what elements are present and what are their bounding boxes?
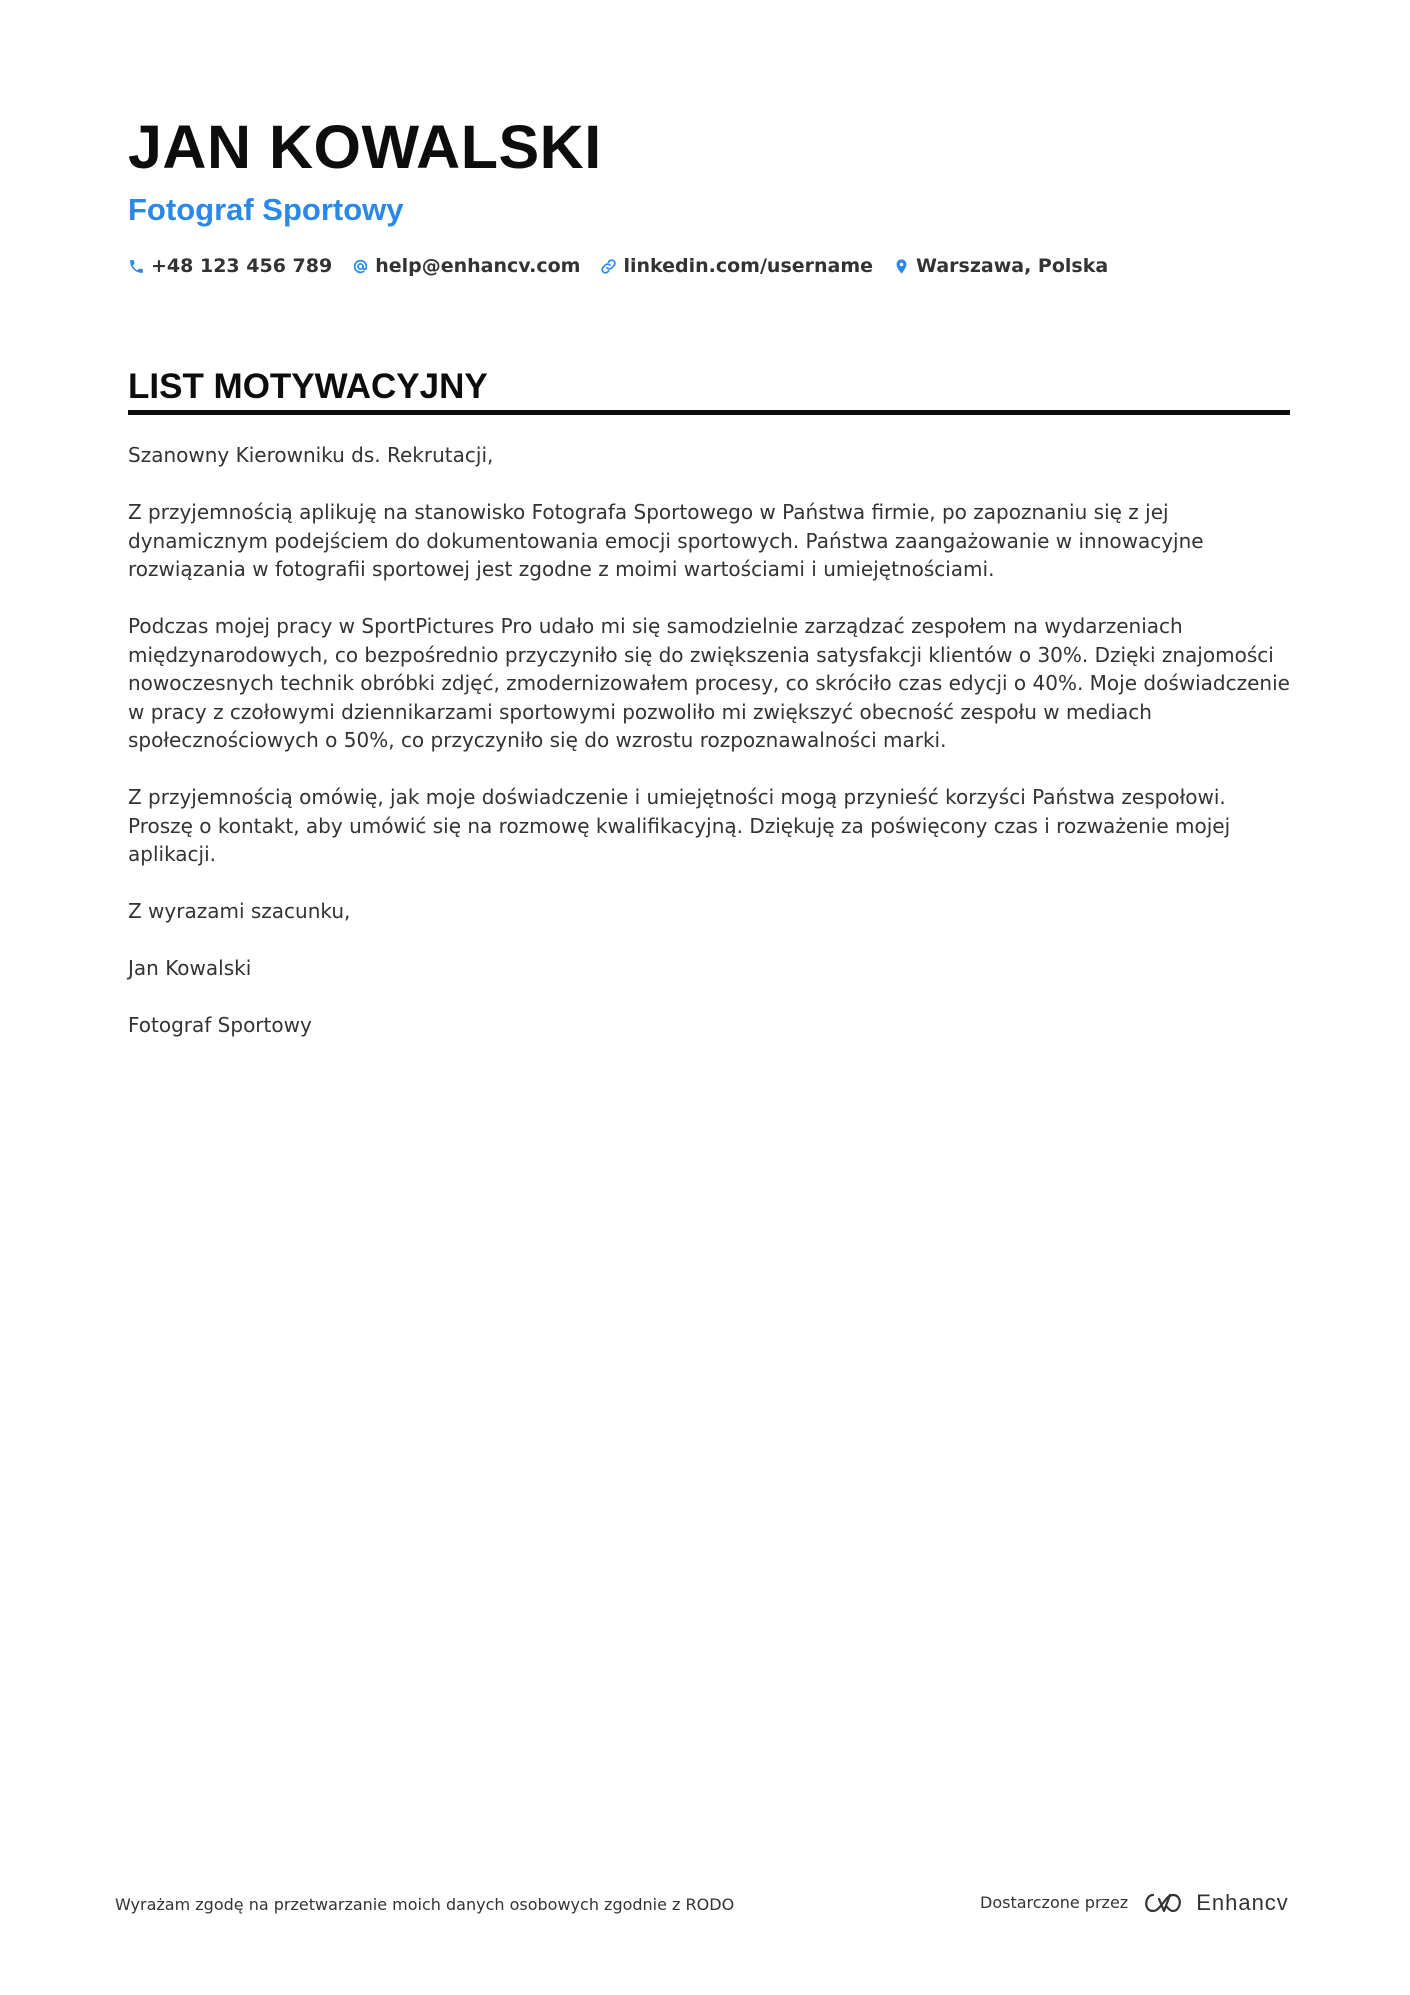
location-pin-icon — [893, 258, 910, 275]
section-divider — [128, 410, 1290, 415]
contact-bar — [128, 252, 1108, 280]
gdpr-consent: Wyrażam zgodę na przetwarzanie moich danych osobowych zgodnie z RODO — [115, 1895, 735, 1914]
brand-name: Enhancv — [1196, 1890, 1289, 1915]
contact-linkedin[interactable] — [600, 252, 873, 280]
email-text: help@enhancv.com — [375, 255, 581, 277]
section-title: LIST MOTYWACYJNY — [128, 367, 488, 406]
phone-text: +48 123 456 789 — [151, 255, 333, 277]
letter-greeting: Szanowny Kierowniku ds. Rekrutacji, — [128, 443, 494, 467]
at-icon — [352, 258, 369, 275]
contact-email[interactable] — [352, 252, 580, 280]
letter-body — [128, 441, 1290, 1068]
phone-icon — [128, 258, 145, 275]
location-text: Warszawa, Polska — [916, 255, 1109, 277]
linkedin-text: linkedin.com/username — [623, 255, 874, 277]
link-icon — [600, 258, 617, 275]
signature-name: Jan Kowalski — [128, 956, 252, 980]
powered-by[interactable] — [980, 1890, 1289, 1916]
enhancv-logo-icon — [1140, 1890, 1186, 1916]
letter-closing: Z wyrazami szacunku, — [128, 899, 351, 923]
letter-paragraph-1: Z przyjemnością aplikuję na stanowisko Fotografa Sportowego w Państwa firmie, po zapoznaniu się z jej dynamicznym podejściem do dokumentowania emocji sportowych. Państwa zaangażowanie w innowacyjne rozwiązania w fotografii sportowej jest zgodne z moimi wartościami i umiejętnościami. — [128, 500, 1204, 581]
enhancv-logo — [1140, 1890, 1289, 1916]
signature-role: Fotograf Sportowy — [128, 1013, 312, 1037]
powered-by-label: Dostarczone przez — [980, 1893, 1129, 1912]
contact-location — [893, 252, 1108, 280]
contact-phone[interactable] — [128, 252, 332, 280]
candidate-role: Fotograf Sportowy — [128, 192, 404, 227]
letter-paragraph-3: Z przyjemnością omówię, jak moje doświadczenie i umiejętności mogą przynieść korzyści Państwa zespołowi. Proszę o kontakt, aby umówić się na rozmowę kwalifikacyjną. Dziękuję za poświęcony czas i rozważenie mojej aplikacji. — [128, 785, 1231, 866]
letter-paragraph-2: Podczas mojej pracy w SportPictures Pro udało mi się samodzielnie zarządzać zespołem na wydarzeniach międzynarodowych, co bezpośrednio przyczyniło się do zwiększenia satysfakcji klientów o 30%. Dzięki znajomości nowoczesnych technik obróbki zdjęć, zmodernizowałem procesy, co skróciło czas edycji o 40%. Moje doświadczenie w pracy z czołowymi dziennikarzami sportowymi pozwoliło mi zwiększyć obecność zespołu w mediach społecznościowych o 50%, co przyczyniło się do wzrostu rozpoznawalności marki. — [128, 614, 1290, 752]
candidate-name: JAN KOWALSKI — [128, 113, 602, 181]
